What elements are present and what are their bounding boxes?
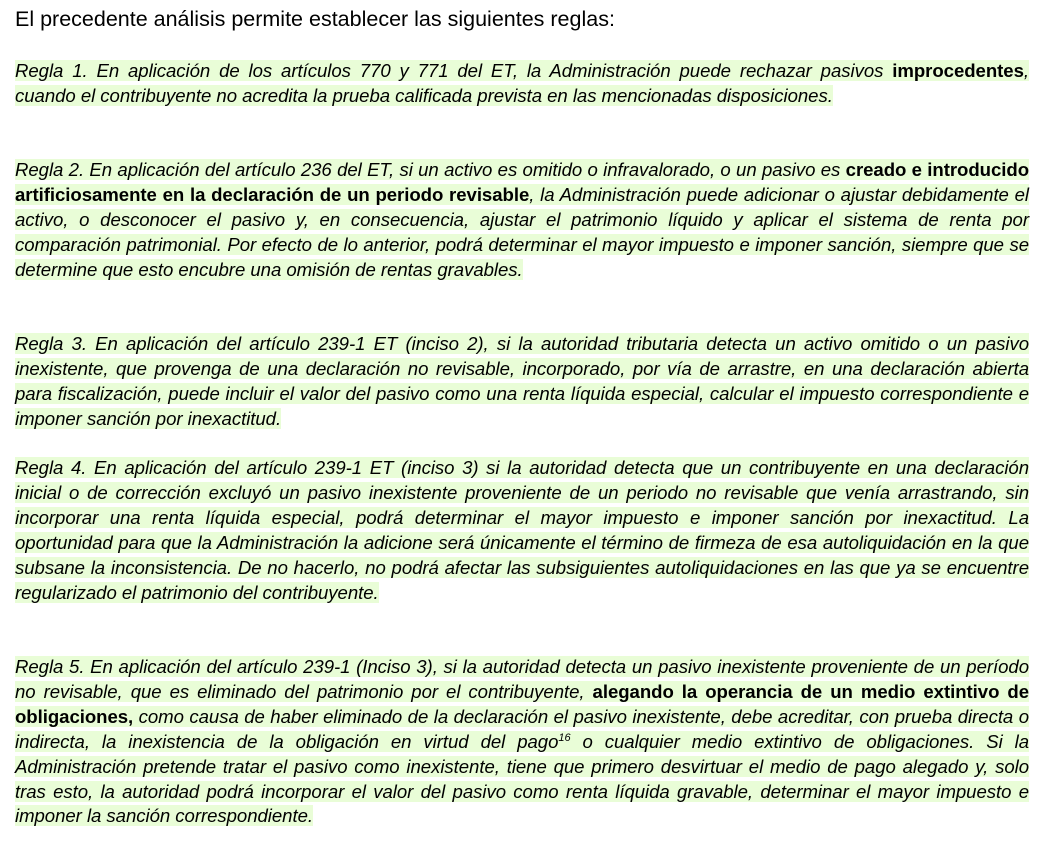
rule-4-text: Regla 4. En aplicación del artículo 239-1 ET (inciso 3) si la autoridad detecta que un contribuyente en una declaración inicial o de corrección excluyó un pasivo inexistente proveniente de un periodo no revisable que venía arrastrando, sin incorporar una renta líquida especial, podrá determinar el mayor impuesto e imponer sanción por inexactitud. La oportunidad para que la Administración la adicione será únicamente el término de firmeza de esa autoliquidación en la que subsane la inconsistencia. De no hacerlo, no podrá afectar las subsiguientes autoliquidaciones en las que ya se encuentre regularizado el patrimonio del contribuyente. — [15, 457, 1029, 603]
rule-2-text: Regla 2. En aplicación del artículo 236 del ET, si un activo es omitido o infravalorado, o un pasivo es — [15, 159, 846, 180]
rule-1-text-end: , cuando el contribuyente no acredita la prueba calificada prevista en las mencionadas disposiciones. — [15, 60, 1029, 106]
rule-3 — [15, 332, 1029, 432]
rule-5 — [15, 655, 1029, 829]
rule-5-text-mid: como causa de haber eliminado de la declaración el pasivo inexistente, debe acreditar, con prueba directa o indirecta, la inexistencia de la obligación en virtud del pago — [15, 705, 1029, 752]
intro-text: El precedente análisis permite establecer las siguientes reglas: — [15, 7, 615, 31]
rule-2 — [15, 158, 1029, 283]
rule-4 — [15, 456, 1029, 605]
footnote-ref-16[interactable]: 16 — [558, 731, 571, 744]
rule-5-text-end: o cualquier medio extintivo de obligaciones. Si la Administración pretende tratar el pasivo como inexistente, tiene que primero desvirtuar el medio de pago alegado y, solo tras esto, la autoridad podrá incorporar el valor del pasivo como renta líquida gravable, determinar el mayor impuesto e imponer la sanción correspondiente. — [15, 730, 1029, 827]
rule-2-highlight — [15, 159, 1029, 280]
rule-5-bold: alegando la operancia de un medio extintivo de obligaciones, — [15, 680, 1029, 727]
rule-1-highlight — [15, 60, 1029, 106]
rule-2-bold: creado e introducido artificiosamente en la declaración de un periodo revisable — [15, 159, 1030, 205]
rule-1-bold: improcedentes — [892, 60, 1024, 81]
rule-3-text: Regla 3. En aplicación del artículo 239-1 ET (inciso 2), si la autoridad tributaria detecta un activo omitido o un pasivo inexistente, que provenga de una declaración no revisable, incorporado, por vía de arrastre, en una declaración abierta para fiscalización, puede incluir el valor del pasivo como una renta líquida especial, calcular el impuesto correspondiente e imponer sanción por inexactitud. — [15, 333, 1029, 429]
rule-2-text-end: , la Administración puede adicionar o ajustar debidamente el activo, o desconocer el pasivo y, en consecuencia, ajustar el patrimonio líquido y aplicar el sistema de renta por comparación patrimonial. Por efecto de lo anterior, podrá determinar el mayor impuesto e imponer sanción, siempre que se determine que esto encubre una omisión de rentas gravables. — [15, 183, 1029, 280]
rule-1 — [15, 59, 1029, 109]
rule-1-text: Regla 1. En aplicación de los artículos 770 y 771 del ET, la Administración puede rechazar pasivos — [15, 60, 893, 81]
rule-5-text: Regla 5. En aplicación del artículo 239-1 (Inciso 3), si la autoridad detecta un pasivo inexistente proveniente de un período no revisable, que es eliminado del patrimonio por el contribuyente, — [15, 656, 1029, 702]
rule-5-highlight — [15, 656, 1029, 826]
